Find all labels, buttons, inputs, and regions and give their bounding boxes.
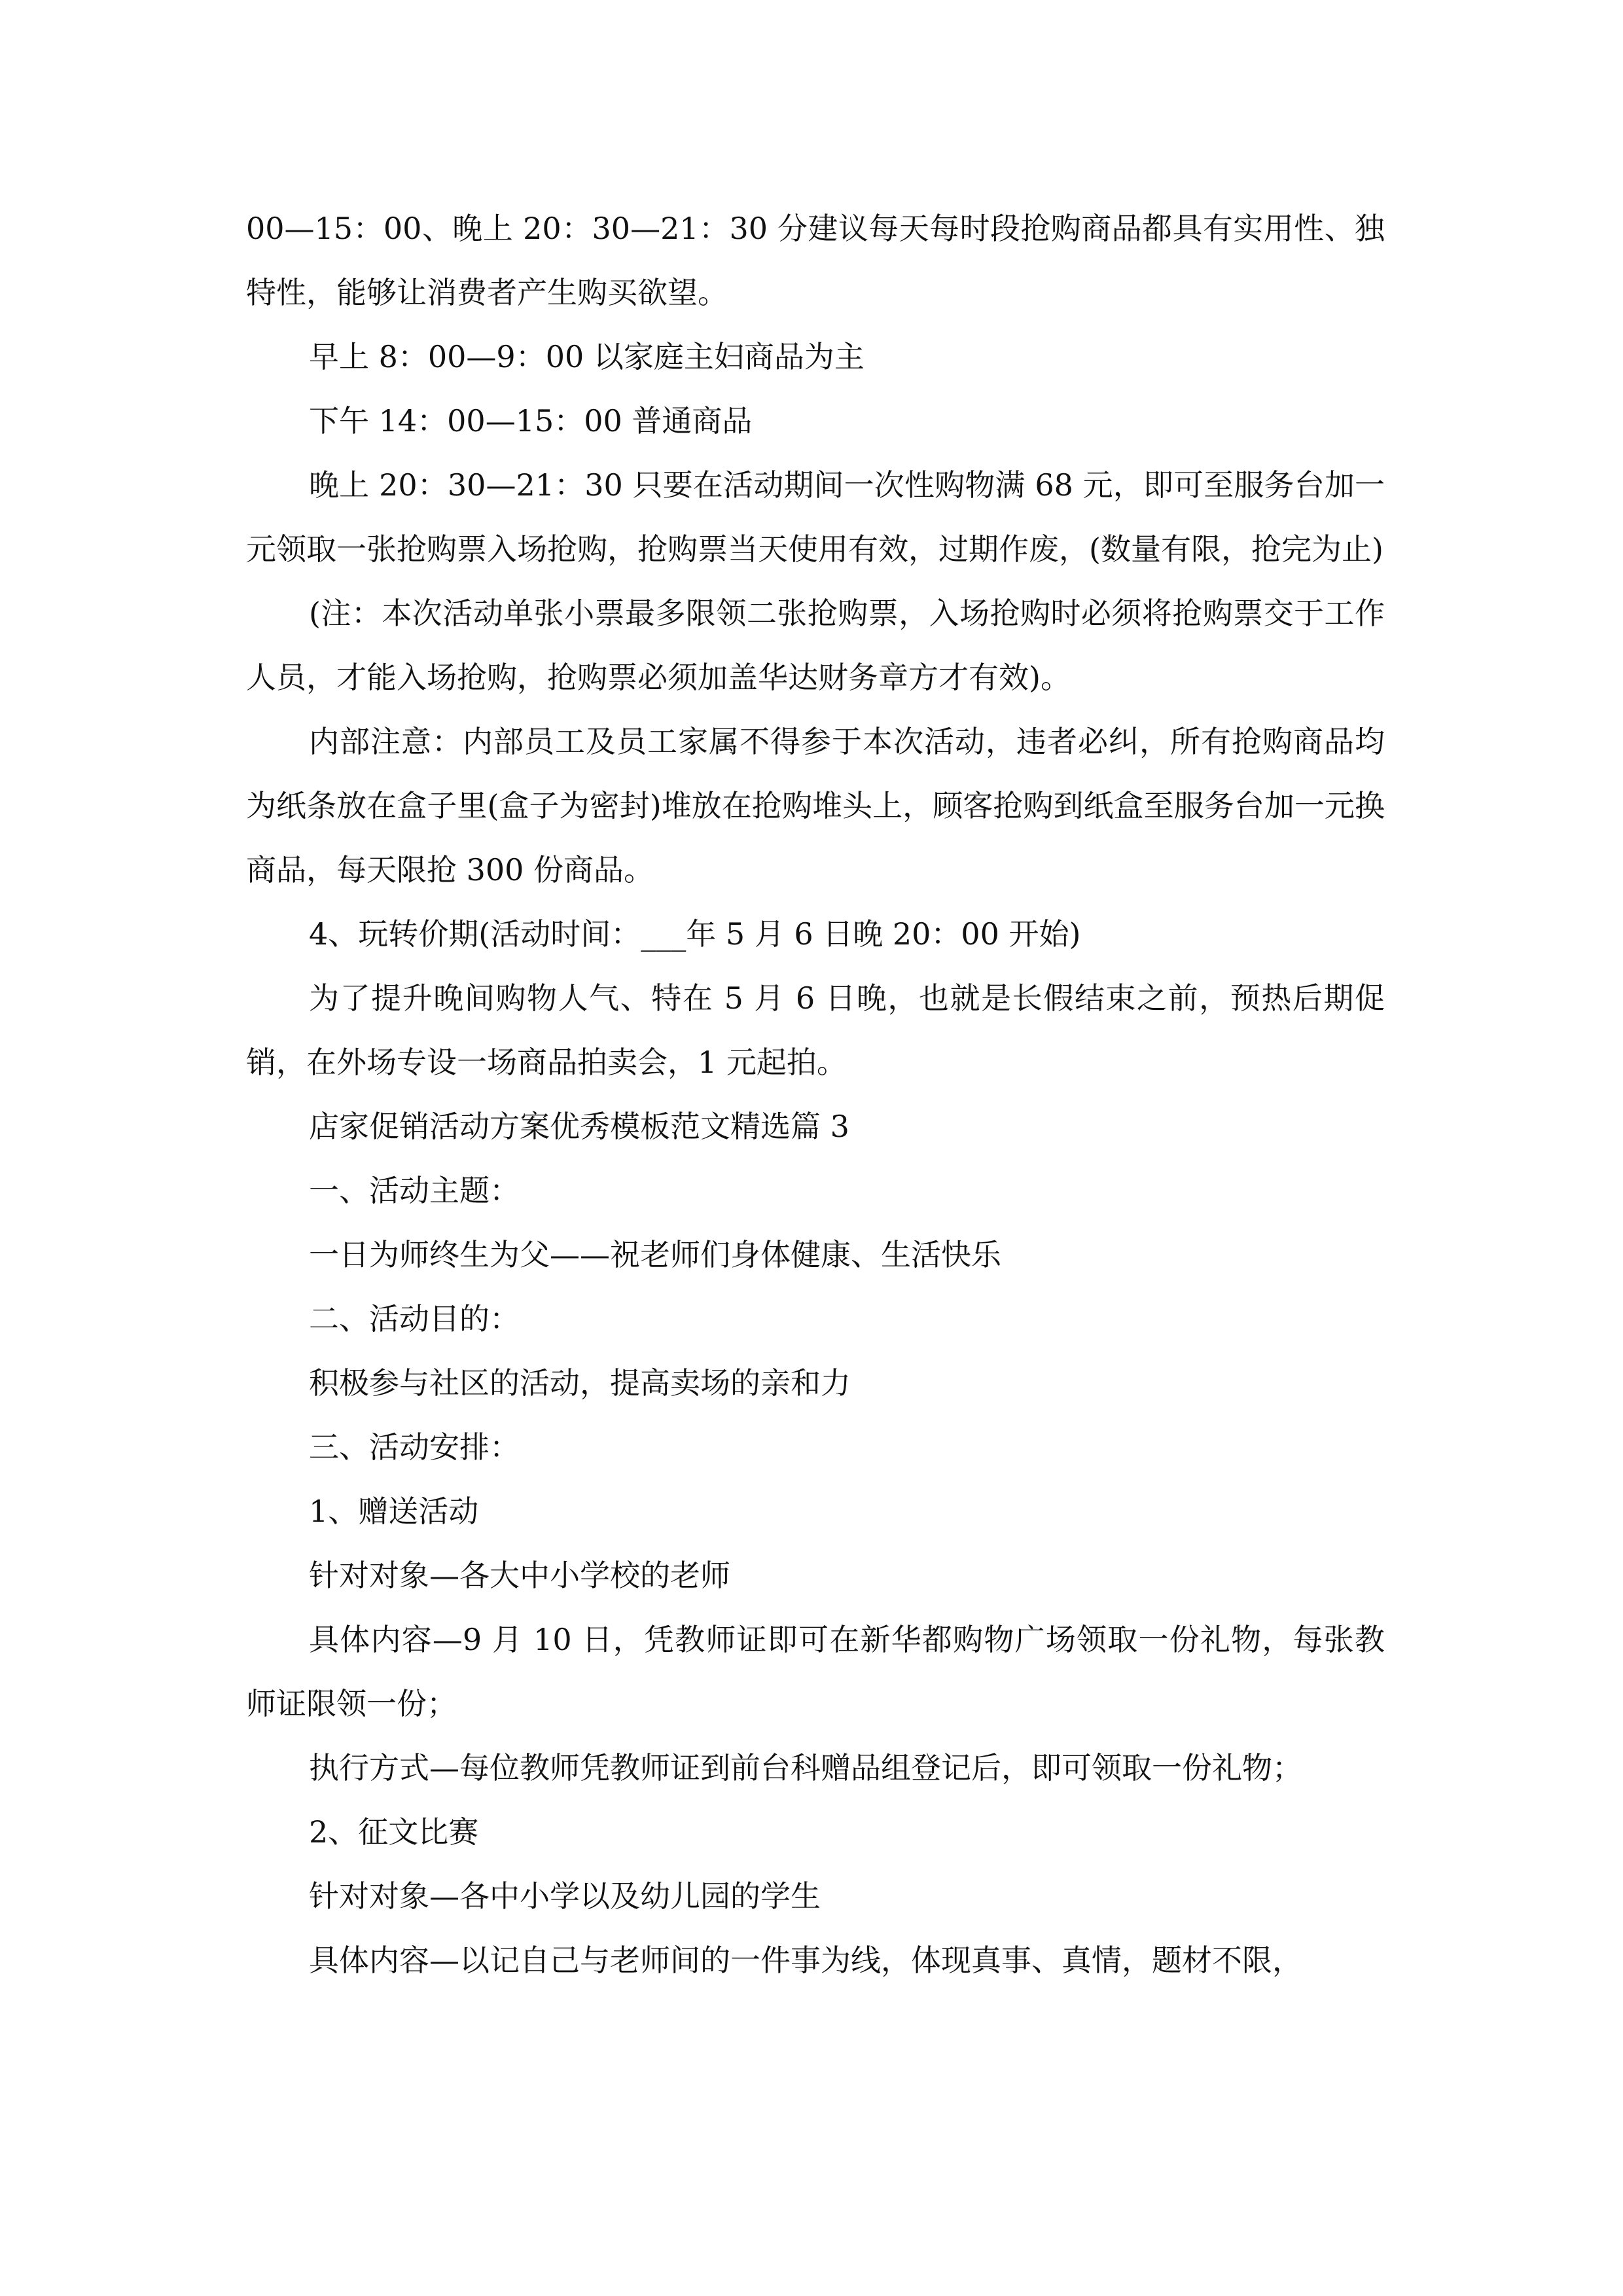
paragraph: 一、活动主题： bbox=[309, 1173, 520, 1208]
paragraph: (注：本次活动单张小票最多限领二张抢购票，入场抢购时必须将抢购票交于工作人员，才能入场抢购，抢购票必须加盖华达财务章方才有效)。 bbox=[246, 596, 1385, 695]
paragraph: 针对对象—各大中小学校的老师 bbox=[309, 1558, 730, 1593]
paragraph: 内部注意：内部员工及员工家属不得参于本次活动，违者必纠，所有抢购商品均为纸条放在盒子里(盒子为密封)堆放在抢购堆头上，顾客抢购到纸盒至服务台加一元换商品，每天限抢 300 份商品。 bbox=[246, 724, 1385, 888]
paragraph: 针对对象—各中小学以及幼儿园的学生 bbox=[309, 1878, 821, 1914]
paragraph: 三、活动安排： bbox=[309, 1429, 520, 1465]
paragraph: 为了提升晚间购物人气、特在 5 月 6 日晚，也就是长假结束之前，预热后期促销，在外场专设一场商品拍卖会，1 元起拍。 bbox=[246, 980, 1385, 1080]
paragraph: 店家促销活动方案优秀模板范文精选篇 3 bbox=[309, 1109, 849, 1144]
paragraph: 具体内容—9 月 10 日，凭教师证即可在新华都购物广场领取一份礼物，每张教师证限领一份； bbox=[246, 1622, 1385, 1721]
paragraph: 早上 8：00—9：00 以家庭主妇商品为主 bbox=[309, 339, 865, 374]
paragraph: 2、征文比赛 bbox=[309, 1814, 479, 1850]
paragraph: 具体内容—以记自己与老师间的一件事为线，体现真事、真情，题材不限， bbox=[309, 1943, 1302, 1978]
paragraph: 4、玩转价期(活动时间：___年 5 月 6 日晚 20：00 开始) bbox=[309, 916, 1081, 952]
paragraph: 积极参与社区的活动，提高卖场的亲和力 bbox=[309, 1365, 851, 1401]
paragraph: 执行方式—每位教师凭教师证到前台科赠品组登记后，即可领取一份礼物； bbox=[309, 1750, 1302, 1785]
paragraph: 00—15：00、晚上 20：30—21：30 分建议每天每时段抢购商品都具有实用性、独特性，能够让消费者产生购买欲望。 bbox=[246, 211, 1385, 310]
paragraph: 一日为师终生为父——祝老师们身体健康、生活快乐 bbox=[309, 1237, 1001, 1272]
paragraph: 1、赠送活动 bbox=[309, 1494, 479, 1529]
document-body bbox=[246, 196, 1385, 1992]
paragraph: 二、活动目的： bbox=[309, 1301, 520, 1336]
paragraph: 下午 14：00—15：00 普通商品 bbox=[309, 403, 753, 439]
paragraph: 晚上 20：30—21：30 只要在活动期间一次性购物满 68 元，即可至服务台加一元领取一张抢购票入场抢购，抢购票当天使用有效，过期作废，(数量有限，抢完为止) bbox=[246, 467, 1385, 567]
